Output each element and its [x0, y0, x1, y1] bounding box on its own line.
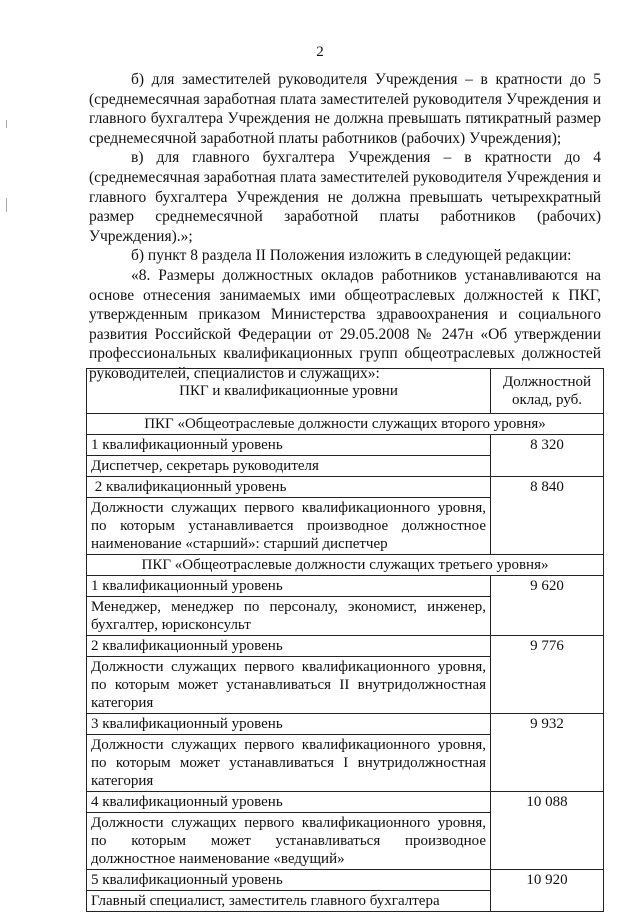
salary-value: 8 320 — [491, 435, 604, 477]
level-name: 1 квалификационный уровень — [87, 435, 491, 456]
paragraph-deputy-heads: б) для заместителей руководителя Учреждения – в кратности до 5 (среднемесячная заработная плата заместителей руководителя Учреждения и главного бухгалтера Учреждения не должна превышать пятикратный размер среднемесячной заработной платы работников (рабочих) Учреждения); — [89, 71, 601, 147]
margin-mark — [6, 120, 7, 128]
table-row — [87, 477, 604, 498]
level-name: 2 квалификационный уровень — [87, 636, 491, 657]
table-header-row — [87, 369, 604, 414]
level-name: 2 квалификационный уровень — [87, 477, 491, 498]
salary-value: 8 840 — [491, 477, 604, 555]
group-title: ПКГ «Общеотраслевые должности служащих второго уровня» — [87, 414, 604, 435]
level-name: 4 квалификационный уровень — [87, 792, 491, 813]
level-positions: Диспетчер, секретарь руководителя — [87, 456, 491, 477]
table-row — [87, 576, 604, 597]
salary-value: 10 088 — [491, 792, 604, 870]
salary-value: 9 776 — [491, 636, 604, 714]
table-row — [87, 792, 604, 813]
level-positions: Должности служащих первого квалификационного уровня, по которым может устанавливаться II внутридолжностная категория — [87, 657, 491, 714]
level-name: 5 квалификационный уровень — [87, 870, 491, 891]
paragraph-amendment: б) пункт 8 раздела II Положения изложить в следующей редакции: — [131, 247, 572, 265]
table-row — [87, 636, 604, 657]
body-text — [89, 70, 601, 384]
table-row — [87, 870, 604, 891]
header-salary: Должностной оклад, руб. — [491, 369, 604, 414]
table-row — [87, 435, 604, 456]
paragraph-item-8: «8. Размеры должностных окладов работников устанавливаются на основе отнесения занимаемых ими общеотраслевых должностей к ПКГ, утвержденным приказом Министерства здравоохранения и социального развития Российской Федерации от 29.05.2008 № 247н «Об утверждении профессиональных квалификационных групп общеотраслевых должностей руководителей, специалистов и служащих»: — [89, 266, 601, 382]
group-title: ПКГ «Общеотраслевые должности служащих третьего уровня» — [87, 555, 604, 576]
level-positions: Главный специалист, заместитель главного бухгалтера — [87, 891, 491, 912]
level-positions: Должности служащих первого квалификационного уровня, по которым может устанавливаться производное должностное наименование «ведущий» — [87, 813, 491, 870]
table-row — [87, 714, 604, 735]
header-qualification-levels: ПКГ и квалификационные уровни — [87, 369, 491, 414]
margin-mark — [6, 198, 7, 212]
paragraph-chief-accountant: в) для главного бухгалтера Учреждения – в кратности до 4 (среднемесячная заработная плата заместителей руководителя Учреждения и главного бухгалтера Учреждения не должна превышать четырехкратный размер среднемесячной заработной платы работников (рабочих) Учреждения).»; — [89, 149, 601, 245]
group-row — [87, 555, 604, 576]
salary-value: 10 920 — [491, 870, 604, 912]
salary-value: 9 932 — [491, 714, 604, 792]
level-positions: Должности служащих первого квалификационного уровня, по которым устанавливается производное должностное наименование «старший»: старший диспетчер — [87, 498, 491, 555]
salary-value: 9 620 — [491, 576, 604, 636]
level-positions: Менеджер, менеджер по персоналу, экономист, инженер, бухгалтер, юрисконсульт — [87, 597, 491, 636]
level-positions: Должности служащих первого квалификационного уровня, по которым может устанавливаться I внутридолжностная категория — [87, 735, 491, 792]
page-number: 2 — [316, 44, 324, 60]
level-name: 1 квалификационный уровень — [87, 576, 491, 597]
level-name: 3 квалификационный уровень — [87, 714, 491, 735]
group-row — [87, 414, 604, 435]
salary-table — [86, 368, 604, 912]
